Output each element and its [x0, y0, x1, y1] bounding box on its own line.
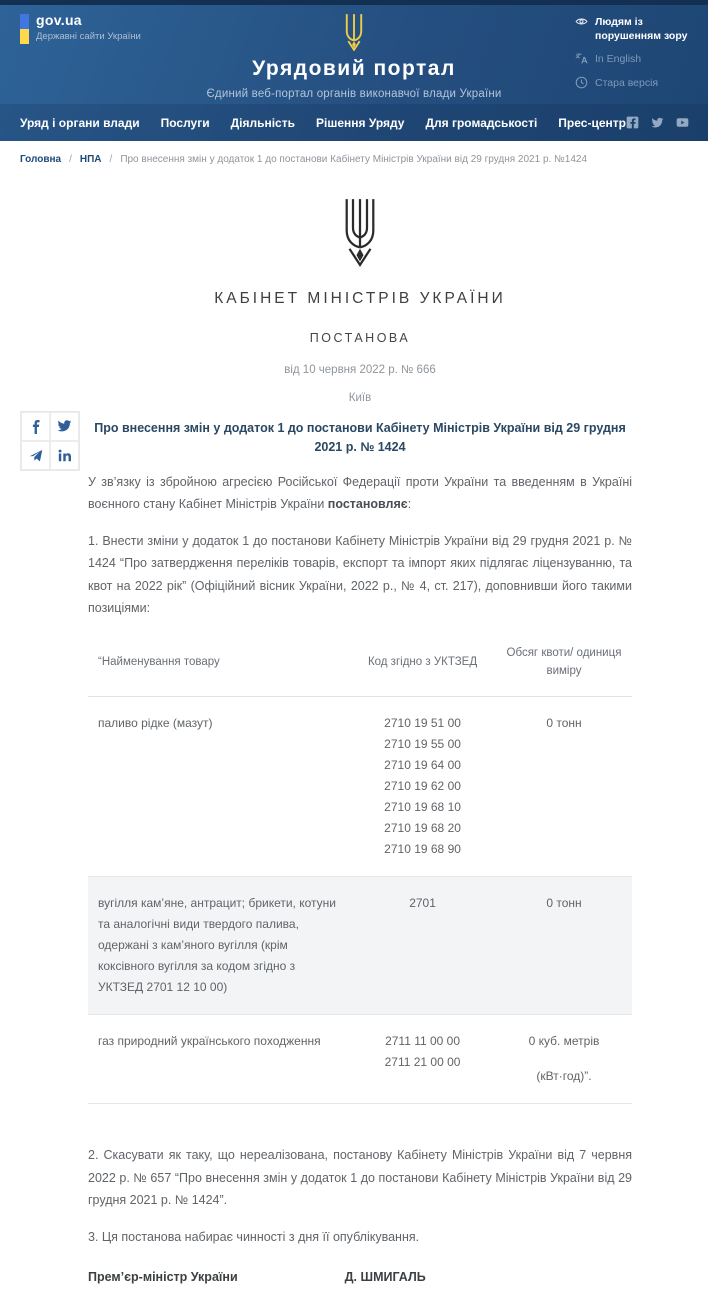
- nav-item-4[interactable]: Для громадськості: [425, 115, 538, 130]
- breadcrumb-current: Про внесення змін у додаток 1 до постанови Кабінету Міністрів України від 29 грудня 2021 р. №1424: [120, 154, 588, 165]
- nav-item-5[interactable]: Прес-центр: [558, 115, 626, 130]
- twitter-icon[interactable]: [651, 116, 664, 129]
- share-telegram-button[interactable]: [21, 441, 50, 470]
- paragraph-preamble: [88, 471, 632, 516]
- quota-cell: 0 тонн: [496, 697, 632, 877]
- issuing-authority: КАБІНЕТ МІНІСТРІВ УКРАЇНИ: [214, 290, 506, 307]
- share-linkedin-button[interactable]: [50, 441, 79, 470]
- breadcrumb-home[interactable]: Головна: [20, 154, 62, 165]
- gov-ua-label: gov.ua: [36, 12, 82, 28]
- breadcrumb-separator: /: [69, 154, 72, 165]
- goods-name-cell: вугілля кам’яне, антрацит; брикети, котуни та аналогічні види твердого палива, одержані з кам’яного вугілля (крім коксівного вугілля за кодом згідно з УКТЗЕД 2701 12 10 00): [88, 877, 349, 1015]
- nav-menu: [20, 116, 626, 130]
- column-header-quota: Обсяг квоти/ одиниця виміру: [496, 630, 632, 697]
- column-header-goods: “Найменування товару: [88, 630, 349, 697]
- paragraph-1: 1. Внести зміни у додаток 1 до постанови Кабінету Міністрів України від 29 грудня 2021 р. № 1424 “Про затвердження переліків товарів, експорт та імпорт яких підлягає ліцензуванню, та квот на 2022 рік” (Офіційний вісник України, 2022 р., № 4, ст. 217), доповнивши його такими позиціями:: [88, 533, 632, 615]
- nav-item-0[interactable]: Уряд і органи влади: [20, 115, 140, 130]
- eye-icon: [575, 15, 588, 28]
- facebook-icon[interactable]: [626, 116, 639, 129]
- uktzed-code-cell: 2710 19 51 00 2710 19 55 00 2710 19 64 00 2710 19 62 00 2710 19 68 10 2710 19 68 20 2710 19 68 90: [349, 697, 496, 877]
- accessibility-label: Людям із порушенням зору: [595, 16, 688, 43]
- linkedin-share-icon: [58, 449, 71, 462]
- site-header: [0, 0, 708, 141]
- share-facebook-button[interactable]: [21, 412, 50, 441]
- old-version-label: Стара версія: [595, 76, 659, 89]
- paragraph-2: 2. Скасувати як таку, що нереалізована, постанову Кабінету Міністрів України від 7 червня 2022 р. № 657 “Про внесення змін у додаток 1 до постанови Кабінету Міністрів України від 29 грудня 2021 р. № 1424”.: [88, 1148, 632, 1208]
- table-row: [88, 697, 632, 877]
- paragraph-3: 3. Ця постанова набирає чинності з дня її опублікування.: [88, 1229, 420, 1244]
- quota-table-body: [88, 697, 632, 1104]
- gov-ua-logo[interactable]: [20, 12, 141, 44]
- youtube-icon[interactable]: [676, 116, 689, 129]
- nav-item-2[interactable]: Діяльність: [230, 115, 295, 130]
- share-twitter-button[interactable]: [50, 412, 79, 441]
- signature-role: Прем’єр-міністр України: [88, 1270, 238, 1285]
- breadcrumb-separator: /: [109, 154, 113, 165]
- uktzed-code-cell: 2701: [349, 877, 496, 1015]
- document-type: ПОСТАНОВА: [309, 331, 411, 345]
- breadcrumb-npa[interactable]: НПА: [79, 154, 102, 165]
- table-row: [88, 877, 632, 1015]
- signature-block: [88, 1270, 632, 1284]
- facebook-share-icon: [32, 420, 40, 434]
- portal-title[interactable]: Урядовий портал: [252, 57, 456, 80]
- document-date-number: від 10 червня 2022 р. № 666: [284, 364, 436, 376]
- trident-emblem-yellow: [342, 13, 366, 56]
- preamble-bold: постановляє: [327, 497, 408, 511]
- column-header-code: Код згідно з УКТЗЕД: [349, 630, 496, 697]
- masthead: [0, 57, 708, 100]
- gov-ua-sublabel: Державні сайти України: [36, 31, 141, 42]
- goods-name-cell: газ природний українського походження: [88, 1015, 349, 1104]
- nav-item-3[interactable]: Рішення Уряду: [316, 115, 405, 130]
- uktzed-code-cell: 2711 11 00 00 2711 21 00 00: [349, 1015, 496, 1104]
- quota-table-head: [88, 630, 632, 697]
- preamble-colon: :: [407, 497, 412, 511]
- decree-document: [88, 193, 632, 1294]
- nav-item-1[interactable]: Послуги: [160, 115, 210, 130]
- trident-emblem-black: [88, 193, 632, 276]
- in-english-label: In English: [595, 53, 642, 66]
- goods-name-cell: паливо рідке (мазут): [88, 697, 349, 877]
- table-row: [88, 1015, 632, 1104]
- signature-name: Д. ШМИГАЛЬ: [344, 1270, 426, 1285]
- preamble-text: У зв’язку із збройною агресією Російської Федерації проти України та введенням в Україні воєнного стану Кабінет Міністрів України: [88, 474, 632, 511]
- nav-right: [626, 115, 708, 130]
- document-city: Київ: [348, 392, 372, 404]
- quota-table: [88, 630, 632, 1105]
- share-panel: [20, 411, 80, 471]
- document-title: Про внесення змін у додаток 1 до постанови Кабінету Міністрів України від 29 грудня 2021 р. № 1424: [94, 421, 626, 454]
- telegram-share-icon: [29, 449, 43, 462]
- quota-cell: 0 тонн: [496, 877, 632, 1015]
- breadcrumb: [0, 141, 708, 175]
- quota-cell: 0 куб. метрів (кВт·год)”.: [496, 1015, 632, 1104]
- main-nav: [0, 104, 708, 141]
- portal-subtitle: Єдиний веб-портал органів виконавчої влади України: [206, 88, 502, 100]
- accessibility-link[interactable]: [575, 15, 690, 43]
- ukraine-flag-icon: [20, 14, 29, 44]
- twitter-share-icon: [57, 420, 72, 433]
